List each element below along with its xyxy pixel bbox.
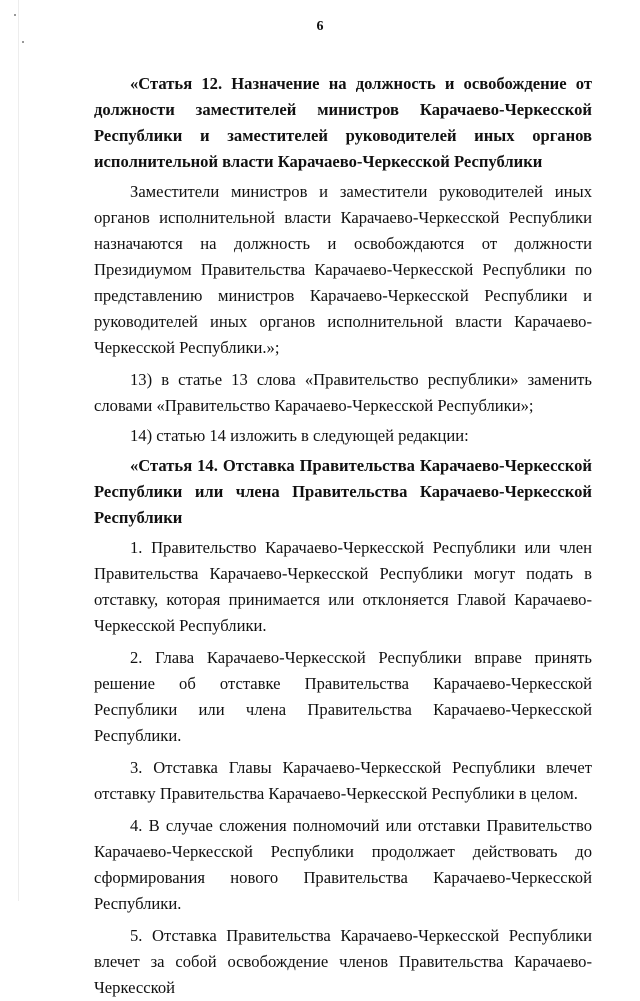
article-14-point-2: 2. Глава Карачаево-Черкесской Республики вправе принять решение об отставке Правительства Карачаево-Черкесской Республики или члена Правительства Карачаево-Черкесской Республики.	[94, 648, 592, 745]
article-14-point-5: 5. Отставка Правительства Карачаево-Черкесской Республики влечет за собой освобождение членов Правительства Карачаево-Черкесской	[94, 926, 592, 997]
document-body	[94, 71, 592, 1001]
item-13: 13) в статье 13 слова «Правительство республики» заменить словами «Правительство Карачаево-Черкесской Республики»;	[94, 370, 592, 415]
article-14-point-3: 3. Отставка Главы Карачаево-Черкесской Республики влечет отставку Правительства Карачаево-Черкесской Республики в целом.	[94, 758, 592, 803]
item-14: 14) статью 14 изложить в следующей редакции:	[130, 426, 469, 445]
scan-margin-line	[18, 0, 19, 901]
article-14-point-4: 4. В случае сложения полномочий или отставки Правительство Карачаево-Черкесской Республики продолжает действовать до сформирования нового Правительства Карачаево-Черкесской Республики.	[94, 816, 592, 913]
scan-speck	[22, 41, 24, 43]
article-12-text: Заместители министров и заместители руководителей иных органов исполнительной власти Карачаево-Черкесской Республики назначаются на должность и освобождаются от должности Президиумом Правительства Карачаево-Черкесской Республики по представлению министров Карачаево-Черкесской Республики и руководителей иных органов исполнительной власти Карачаево-Черкесской Республики.»;	[94, 182, 592, 357]
article-14-point-1: 1. Правительство Карачаево-Черкесской Республики или член Правительства Карачаево-Черкесской Республики могут подать в отставку, которая принимается или отклоняется Главой Карачаево-Черкесской Республики.	[94, 538, 592, 635]
article-12-heading: «Статья 12. Назначение на должность и освобождение от должности заместителей министров Карачаево-Черкесской Республики и заместителей руководителей иных органов исполнительной власти Карачаево-Черкесской Республики	[94, 74, 592, 171]
page-number: 6	[316, 19, 324, 34]
scan-speck	[14, 14, 16, 16]
article-14-heading: «Статья 14. Отставка Правительства Карачаево-Черкесской Республики или члена Правительства Карачаево-Черкесской Республики	[94, 456, 592, 527]
